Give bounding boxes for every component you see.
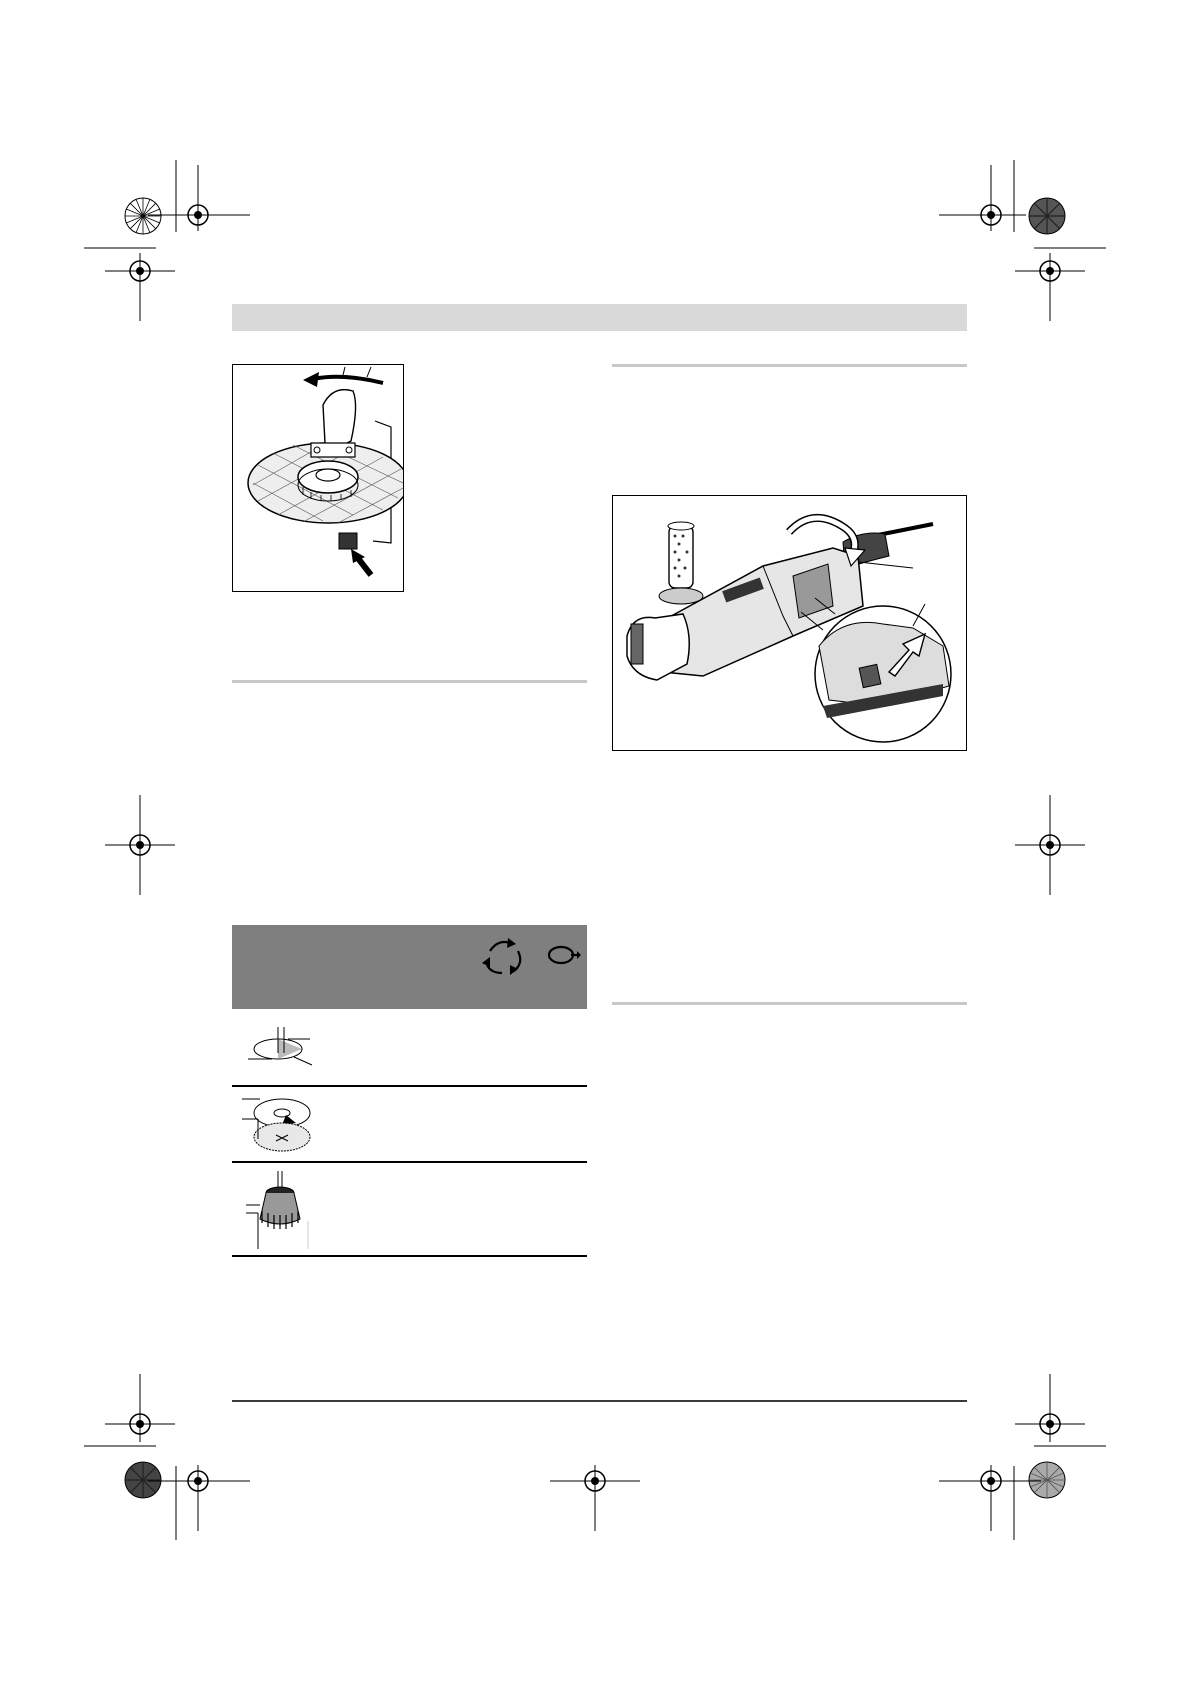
- cutting-disc-icon: [248, 1023, 328, 1073]
- cup-brush-icon: [246, 1171, 316, 1251]
- clamping-nut-icon: [547, 943, 581, 967]
- registration-target-icon: [105, 1374, 175, 1442]
- registration-target-icon: [148, 1465, 250, 1531]
- figure-wheel-mounting: [232, 364, 404, 592]
- registration-target-icon: [1015, 253, 1085, 321]
- registration-target-icon: [939, 1465, 1041, 1531]
- table-row-cup-brush: [232, 1163, 587, 1255]
- registration-target-icon: [1015, 795, 1085, 895]
- sanding-disc-icon: [242, 1093, 322, 1155]
- tool-table-header: [232, 925, 587, 1009]
- registration-target-icon: [1015, 1374, 1085, 1442]
- footer-rule: [232, 1400, 967, 1402]
- section-rule-right-1: [612, 364, 967, 367]
- table-row-divider: [232, 1255, 587, 1257]
- color-wheel-icon: [1029, 198, 1065, 234]
- section-rule-right-2: [612, 1002, 967, 1005]
- color-wheel-icon: [1029, 1462, 1065, 1498]
- registration-target-icon: [939, 165, 1026, 231]
- registration-target-icon: [148, 165, 250, 231]
- recycle-icon: [480, 937, 526, 977]
- crop-marks-bottom: [0, 1370, 1190, 1550]
- figure-handle-rotation: [612, 495, 967, 751]
- registration-target-icon: [105, 253, 175, 321]
- registration-target-icon: [550, 1465, 640, 1531]
- color-wheel-icon: [125, 1462, 161, 1498]
- table-row-sanding-disc: [232, 1087, 587, 1161]
- registration-target-icon: [105, 795, 175, 895]
- table-row-cutting-disc: [232, 1009, 587, 1085]
- section-rule-left-1: [232, 680, 587, 683]
- crop-marks-middle: [0, 790, 1190, 900]
- page-header-bar: [232, 304, 967, 331]
- color-wheel-icon: [125, 198, 161, 234]
